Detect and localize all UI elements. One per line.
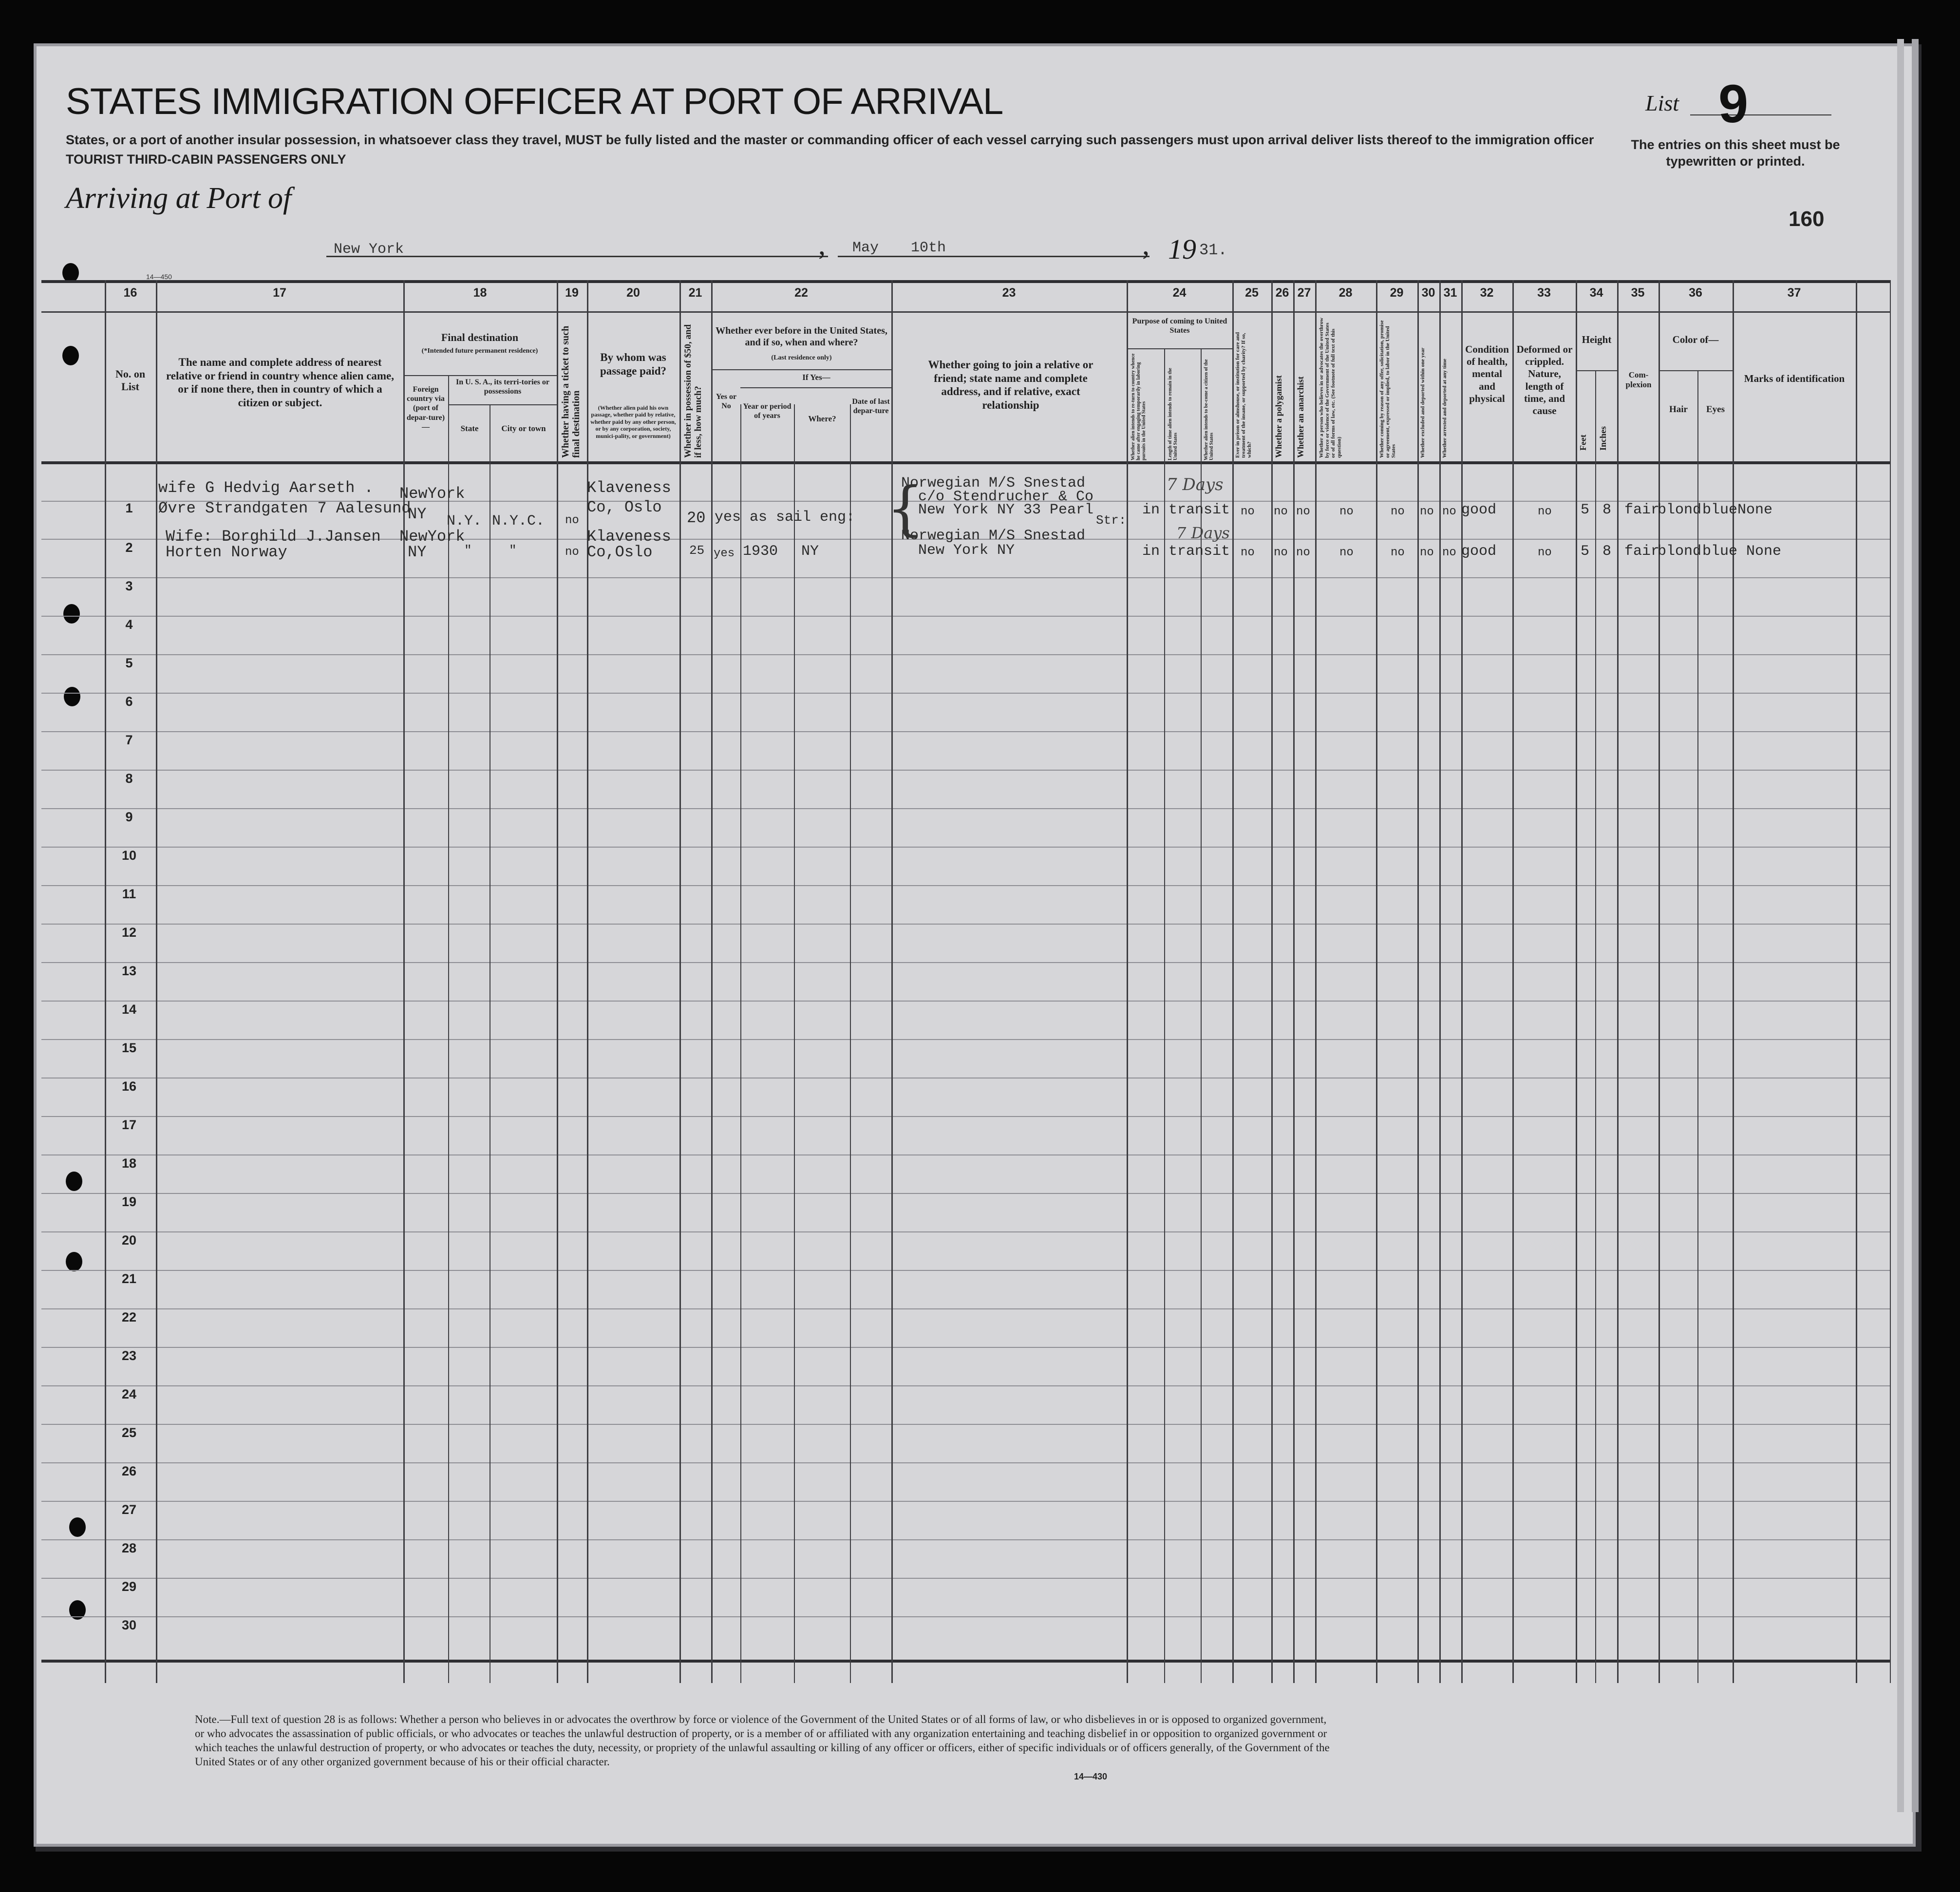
entry1-join-1: Norwegian M/S Snestad [901, 475, 1086, 492]
entry2-hair: blond [1658, 543, 1702, 560]
header-date-departure: Date of last depar-ture [852, 397, 890, 416]
header-no-on-list: No. on List [115, 368, 146, 393]
col-num-16: 16 [123, 286, 137, 300]
entry1-city: N.Y.C. [492, 513, 545, 530]
col-num-22: 22 [794, 286, 808, 300]
col-num-34: 34 [1589, 286, 1603, 300]
header-final-destination-sub: (*Intended future permanent residence) [421, 347, 538, 355]
punch-hole [62, 263, 79, 283]
header-where: Where? [808, 414, 836, 423]
entry2-marks: None [1746, 543, 1782, 560]
row-number: 25 [121, 1425, 137, 1440]
row-number: 1 [125, 501, 133, 515]
comma: , [818, 228, 826, 261]
col-num-23: 23 [1002, 286, 1016, 300]
list-number: 9 [1718, 74, 1749, 134]
footnote-code: 14—430 [1074, 1772, 1108, 1781]
header-height: Height [1582, 334, 1612, 345]
row-number: 2 [125, 540, 133, 555]
header-length-of-stay: Length of time alien intends to remain in the United States [1168, 368, 1178, 460]
entry2-foreign-2: NY [408, 543, 427, 561]
col-num-35: 35 [1631, 286, 1645, 300]
header-passage-paid: By whom was passage paid? [600, 351, 667, 377]
year-prefix: 19 [1168, 233, 1196, 265]
form-title: STATES IMMIGRATION OFFICER AT PORT OF ARRIVAL [66, 81, 1003, 122]
header-foreign-country: Foreign country via (port of depar-ture)— [406, 385, 445, 431]
entry1-health: good [1461, 502, 1497, 518]
header-citizen-intent: Whether alien intends to be-come a citizen of the United States [1204, 359, 1214, 460]
entry2-ticket: no [565, 546, 579, 559]
header-final-destination: Final destination [441, 331, 519, 343]
entry1-complexion: fair [1624, 502, 1660, 518]
header-anarchist: Whether an anarchist [1296, 376, 1305, 458]
footnote: Note.—Full text of question 28 is as follows: Whether a person who believes in or advocates the overthrow by force or violence of the Government of the United States or of all forms of law, or who disbelieves in or is opposed to organized government, or who advocates the assassination of public officials, or who advocates or teaches the unlawful destruction of property, or is a member of or affiliated with any organization entertaining and teaching disbelief in or opposition to organized government or which teaches the unlawful destruction of property, or who advocates or teaches the duty, necessity, or propriety of the unlawful assaulting or killing of any officer or officers, either of specific individuals or of officers generally, of the Government of the United States or of any other organized government because of his or their official character. [195, 1713, 1330, 1768]
entry1-overthrow: no [1339, 505, 1354, 518]
row-number: 9 [125, 810, 133, 824]
entry2-join-2: New York NY [918, 542, 1015, 559]
entry1-join-3: New York NY 33 Pearl [918, 502, 1094, 518]
entry2-complexion: fair [1624, 543, 1660, 560]
header-labor-offer: Whether coming by reason of any offer, solicitation, promise or agreement, expressed or implied, to labor in the United States [1379, 320, 1397, 458]
entry1-anarchist: no [1296, 505, 1310, 518]
entry1-ticket: no [565, 514, 579, 527]
row-number: 18 [121, 1156, 137, 1171]
col-num-26: 26 [1275, 286, 1289, 300]
col-num-33: 33 [1537, 286, 1551, 300]
entry2-overthrow: no [1339, 546, 1354, 559]
row-number: 30 [121, 1618, 137, 1632]
entry1-deformed: no [1538, 505, 1552, 518]
entry1-excluded: no [1420, 505, 1434, 518]
entry2-feet: 5 [1581, 543, 1590, 560]
header-feet: Feet [1578, 435, 1588, 451]
entry1-relative-1: wife G Hedvig Aarseth . [158, 479, 374, 497]
row-number: 12 [121, 925, 137, 940]
entry1-before: yes as sail eng: [715, 509, 855, 526]
header-health: Condition of health, mental and physical [1465, 343, 1509, 404]
entry1-paid-2: Co, Oslo [587, 498, 662, 516]
header-ever-before: Whether ever before in the United States, and if so, when and where? [716, 325, 887, 348]
header-money: Whether in possession of $50, and if less, how much? [683, 324, 703, 458]
entry1-eyes: blue [1702, 502, 1738, 518]
header-usa: In U. S. A., its terri-tories or possessions [456, 378, 549, 396]
col-num-36: 36 [1689, 286, 1702, 300]
entry2-state: " [464, 543, 472, 558]
entry2-paid-1: Klaveness [587, 528, 671, 546]
entry2-city: " [509, 543, 517, 558]
entry1-purpose: in transit [1142, 502, 1230, 518]
header-ticket: Whether having a ticket to such final destination [560, 325, 582, 458]
entry2-before-year: 1930 [743, 543, 778, 560]
header-eyes: Eyes [1706, 404, 1725, 415]
row-number: 20 [121, 1233, 137, 1248]
row-number: 8 [125, 771, 133, 786]
entry1-feet: 5 [1581, 502, 1590, 518]
header-prison: Ever in prison or almshouse, or institution for care and treatment of the insane, or supported by charity? If so, which? [1235, 332, 1253, 458]
row-number: 17 [121, 1117, 137, 1132]
row-number: 19 [121, 1194, 137, 1209]
entry1-paid-1: Klaveness [587, 479, 671, 497]
col-num-37: 37 [1787, 286, 1801, 300]
entry1-foreign-1: NewYork [399, 485, 465, 503]
date-underline [838, 256, 1150, 257]
entry1-marks: None [1737, 502, 1773, 518]
entry2-prison: no [1241, 546, 1255, 559]
entry2-foreign-1: NewYork [399, 528, 465, 546]
entry1-prison: no [1241, 505, 1255, 518]
col-num-29: 29 [1390, 286, 1404, 300]
header-deformed: Deformed or crippled. Nature, length of time, and cause [1516, 343, 1573, 416]
header-city: City or town [501, 424, 546, 433]
row-number: 7 [125, 733, 133, 747]
header-state: State [460, 424, 479, 433]
manifest-table [41, 280, 1890, 1683]
header-deported: Whether arrested and deported at any time [1442, 359, 1448, 458]
entry1-length: 7 Days [1167, 475, 1224, 494]
row-number: 24 [121, 1387, 137, 1401]
col-num-17: 17 [273, 286, 286, 300]
row-number: 4 [125, 617, 133, 632]
col-num-28: 28 [1338, 286, 1353, 300]
col-num-24: 24 [1172, 286, 1187, 300]
col-num-21: 21 [688, 286, 702, 300]
row-number: 5 [125, 656, 133, 670]
entry2-purpose: in transit [1142, 543, 1230, 560]
entry1-relative-2: Øvre Strandgaten 7 Aalesund [158, 499, 411, 517]
comma: , [1142, 228, 1150, 261]
row-number: 3 [125, 579, 133, 593]
entry2-anarchist: no [1296, 546, 1310, 559]
row-number: 29 [121, 1579, 137, 1594]
entry1-foreign-2: NY [408, 505, 427, 523]
typewritten-notice: The entries on this sheet must be typewritten or printed. [1631, 137, 1840, 169]
row-number: 28 [121, 1541, 137, 1555]
entry2-money: 25 [689, 543, 705, 558]
row-number: 26 [121, 1464, 137, 1478]
entry1-state: N.Y. [447, 513, 482, 530]
entry1-labor: no [1391, 505, 1405, 518]
arriving-label: Arriving at Port of [66, 182, 292, 215]
entry2-before-where: NY [801, 543, 819, 560]
entry1-hair: blond [1658, 502, 1702, 518]
header-purpose: Purpose of coming to United States [1132, 317, 1227, 335]
row-number: 10 [121, 848, 137, 863]
col-num-31: 31 [1443, 286, 1457, 300]
entry2-deformed: no [1538, 546, 1552, 559]
row-number: 6 [125, 694, 133, 709]
header-overthrow: Whether a person who believes in or advocates the overthrow by force or violence of the Government of the United States or of all forms of law, etc. (See footnote of full text of this question) [1319, 317, 1342, 458]
header-year: Year or period of years [743, 402, 792, 420]
entry2-health: good [1461, 543, 1497, 560]
col-num-32: 32 [1480, 286, 1494, 300]
row-number: 22 [121, 1310, 137, 1324]
entry1-inches: 8 [1602, 502, 1612, 518]
header-complexion: Com-plexion [1625, 370, 1652, 390]
header-color-of: Color of— [1672, 334, 1719, 345]
entry1-join-4: Str: [1096, 513, 1127, 528]
entry2-polygamist: no [1274, 546, 1288, 559]
stamp-number: 160 [1789, 207, 1825, 231]
entry1-money: 20 [687, 509, 706, 527]
row-number: 15 [121, 1041, 137, 1055]
entry2-labor: no [1391, 546, 1405, 559]
row-number: 14 [121, 1002, 137, 1017]
header-yes-no: Yes or No [716, 393, 737, 411]
port-value: New York [334, 241, 404, 258]
entry2-join-1: Norwegian M/S Snestad [901, 528, 1086, 544]
header-inches: Inches [1598, 426, 1608, 451]
row-number: 16 [121, 1079, 137, 1094]
col-num-19: 19 [565, 286, 579, 300]
col-num-25: 25 [1245, 286, 1259, 300]
entry1-polygamist: no [1274, 505, 1288, 518]
entry2-paid-2: Co,Oslo [587, 543, 653, 561]
list-label: List [1645, 91, 1679, 115]
header-passage-paid-sub: (Whether alien paid his own passage, whether paid by relative, whether paid by any other person, or by any corporation, society, munici-pality, or government) [590, 404, 676, 439]
entry2-eyes: blue [1702, 543, 1738, 560]
day-value: 10th [911, 240, 946, 256]
entry2-relative-1: Wife: Borghild J.Jansen [166, 528, 381, 546]
header-excluded: Whether excluded and deported within one year [1420, 347, 1426, 458]
entry2-relative-2: Horten Norway [166, 543, 287, 561]
header-marks: Marks of identification [1744, 373, 1845, 384]
row-number: 21 [121, 1271, 137, 1286]
header-polygamist: Whether a polygamist [1274, 375, 1283, 458]
entry1-join-2: c/o Stendrucher & Co [918, 489, 1094, 505]
header-join-relative: Whether going to join a relative or friend; state name and complete address, and if relative, exact relationship [928, 359, 1093, 411]
row-number: 23 [121, 1348, 137, 1363]
header-ever-before-sub: (Last residence only) [771, 354, 832, 361]
entry2-length: 7 Days [1176, 524, 1230, 542]
page-edge [1897, 39, 1904, 1812]
form-code: 14—450 [146, 273, 172, 281]
brace-mark: { [886, 475, 924, 543]
header-if-yes: If Yes— [802, 373, 830, 382]
page-edge [1912, 39, 1919, 1812]
list-underline [1690, 114, 1831, 115]
entry2-inches: 8 [1602, 543, 1612, 560]
col-num-20: 20 [626, 286, 640, 300]
month-value: May [852, 240, 879, 256]
form-subtitle: States, or a port of another insular possession, in whatsoever class they travel, MUST be fully listed and the master or commanding officer of each vessel carrying such passengers must upon arrival deliver lists thereof to the immigration officer [66, 132, 1594, 147]
header-nearest-relative: The name and complete address of nearest relative or friend in country whence alien came, or if none there, then in country of which a citizen or subject. [166, 356, 394, 409]
entry2-before: yes [714, 547, 735, 560]
header-hair: Hair [1669, 404, 1688, 415]
year-suffix: 31. [1199, 241, 1227, 259]
passenger-class: TOURIST THIRD-CABIN PASSENGERS ONLY [66, 152, 346, 167]
row-number: 27 [121, 1502, 137, 1517]
entry1-deported: no [1442, 505, 1456, 518]
entry2-deported: no [1442, 546, 1456, 559]
col-num-27: 27 [1297, 286, 1311, 300]
row-number: 11 [122, 887, 136, 901]
col-num-18: 18 [473, 286, 487, 300]
entry2-excluded: no [1420, 546, 1434, 559]
header-purpose-return: Whether alien intends to re-turn to country whence he came after engaging temporarily in laboring pursuits in the United States [1131, 353, 1147, 460]
row-number: 13 [121, 964, 137, 978]
col-num-30: 30 [1421, 286, 1435, 300]
